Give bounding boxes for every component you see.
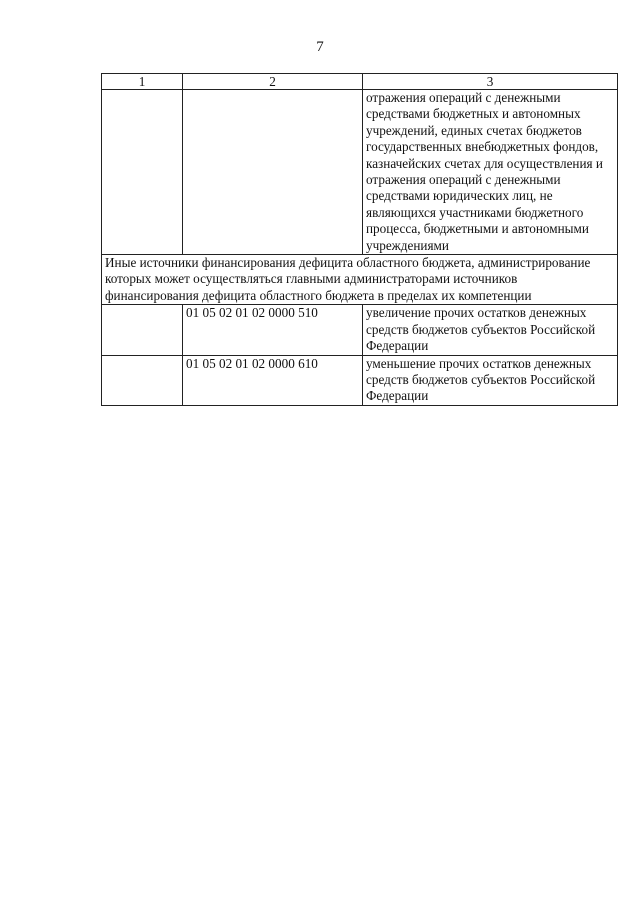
table-row — [102, 305, 618, 355]
row-name-cell: увеличение прочих остатков денежных средств бюджетов субъектов Российской Федерации — [363, 305, 618, 355]
row-admin-cell — [102, 305, 183, 355]
section-heading: Иные источники финансирования дефицита областного бюджета, администрирование которых может осуществляться главными администраторами источников финансирования дефицита областного бюджета в пределах их компетенции — [102, 255, 618, 305]
column-header-1: 1 — [102, 74, 183, 90]
continuation-admin-cell — [102, 90, 183, 255]
table-row — [102, 355, 618, 405]
continuation-code-cell — [183, 90, 363, 255]
section-heading-row — [102, 255, 618, 305]
row-admin-cell — [102, 355, 183, 405]
continuation-row — [102, 90, 618, 255]
column-header-3: 3 — [363, 74, 618, 90]
column-header-2: 2 — [183, 74, 363, 90]
row-code-cell: 01 05 02 01 02 0000 610 — [183, 355, 363, 405]
sources-table — [101, 73, 618, 406]
row-name-cell: уменьшение прочих остатков денежных средств бюджетов субъектов Российской Федерации — [363, 355, 618, 405]
table-header-row — [102, 74, 618, 90]
page-number: 7 — [316, 39, 324, 55]
continuation-text-cell: отражения операций с денежными средствами бюджетных и автономных учреждений, единых счетах бюджетов государственных внебюджетных фондов, казначейских счетах для осуществления и отражения операций с денежными средствами юридических лиц, не являющихся участниками бюджетного процесса, бюджетными и автономными учреждениями — [363, 90, 618, 255]
row-code-cell: 01 05 02 01 02 0000 510 — [183, 305, 363, 355]
